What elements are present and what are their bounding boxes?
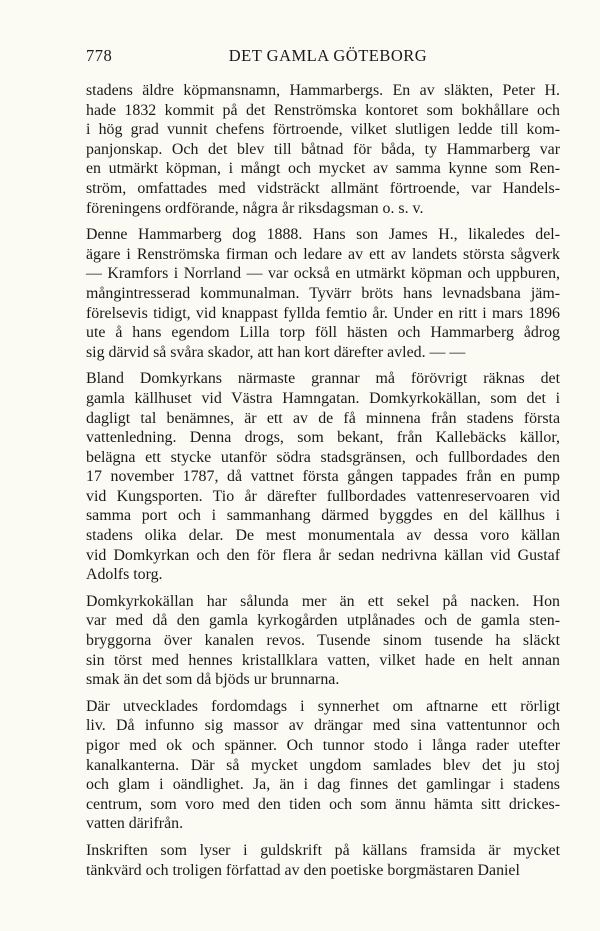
running-title: DET GAMLA GÖTEBORG [228,46,428,65]
page-number: 778 [86,46,113,65]
paragraph [86,225,560,362]
text-line: föreningens ordförande, några år riksdagsman o. s. v. [86,199,424,217]
text-line: dagligt tal benämnes, är ett av de få minnena från stadens första [86,409,560,427]
text-line: bryggorna över kanalen revos. Tusende sinom tusende ha släckt [86,632,560,650]
text-line: Bland Domkyrkans närmaste grannar må förövrigt räknas det [86,370,560,388]
paragraph [86,697,560,834]
text-line: och glam i oändlighet. Ja, än i dag finnes det gamlingar i stadens [86,776,560,794]
text-line: — Kramfors i Norrland — var också en utmärkt köpman och uppburen, [86,265,560,283]
text-line: pigor med ok och spänner. Och tunnor stodo i långa rader utefter [86,737,560,754]
text-line: Denne Hammarberg dog 1888. Hans son James H., likaledes del- [86,226,560,244]
paragraph [86,369,560,585]
paragraph [86,81,560,218]
paragraph [86,841,560,880]
text-line: vid Domkyrkan och den för flera år sedan nedrivna källan vid Gustaf [86,546,560,564]
text-line: tänkvärd och troligen författad av den poetiske borgmästaren Daniel [86,861,520,879]
text-line: hade 1832 kommit på det Renströmska kontoret som bokhållare och [86,101,560,119]
text-line: mångintresserad kommunalman. Tyvärr bröts hans levnadsbana jäm- [86,284,560,302]
text-line: en utmärkt köpman, i mångt och mycket av samma kynne som Ren- [86,160,560,178]
text-line: vid Kungsporten. Tio år därefter fullbordades vattenreservoaren vid [86,487,560,505]
body-text [86,81,560,887]
text-line: ute å hans egendom Lilla torp föll hästen och Hammarberg ådrog [86,324,560,342]
text-line: samma port och i sammanhang därmed byggdes en del källhus i [86,507,560,525]
text-line: Där utvecklades fordomdags i synnerhet om aftnarne ett rörligt [86,697,560,715]
text-line: smak än det som då bjöds ur brunnarna. [86,671,340,689]
text-line: i hög grad vunnit chefens förtroende, vilket slutligen ledde till kom- [86,121,560,139]
text-line: centrum, som voro med den tiden och som ännu hämta sitt drickes- [86,795,560,813]
text-line: gamla källhuset vid Västra Hamngatan. Domkyrkokällan, som det i [86,389,560,407]
text-line: ström, omfattades med vidsträckt allmänt förtroende, var Handels- [86,179,560,197]
text-line: liv. Då infunno sig massor av drängar med sina vattentunnor och [86,717,560,735]
text-line: vattenledning. Denna drogs, som bekant, från Kallebäcks källor, [86,429,560,447]
text-line: ägare i Renströmska firman och ledare av ett av landets största sågverk [86,245,560,263]
text-line: Domkyrkokällan har sålunda mer än ett sekel på nacken. Hon [86,592,560,610]
text-line: sin törst med hennes kristallklara vatten, vilket hade en helt annan [86,651,560,669]
text-line: var med då den gamla kyrkogården utplånades och de gamla sten- [86,612,560,630]
text-line: belägna ett stycke utanför södra stadsgränsen, och fullbordades den [86,448,560,466]
text-line: stadens äldre köpmansnamn, Hammarbergs. En av släkten, Peter H. [86,82,560,99]
text-line: panjonskap. Och det blev till båtnad för båda, ty Hammarberg var [86,140,560,158]
text-line: Adolfs torg. [86,566,163,584]
text-line: vatten därifrån. [86,815,184,833]
text-line: sig därvid så svåra skador, att han kort därefter avled. — — [86,343,466,361]
text-line: stadens olika delar. De mest monumentala av dessa voro källan [86,527,560,545]
text-line: kanalkanterna. Där så mycket ungdom samlades blev det ju stoj [86,756,560,774]
running-header [86,46,560,72]
text-line: Inskriften som lyser i guldskrift på källans framsida är mycket [86,841,560,859]
text-line: förelsevis tidigt, vid knappast fyllda femtio år. Under en ritt i mars 1896 [86,304,560,322]
text-line: 17 november 1787, då vattnet första gången tappades från en pump [86,468,560,486]
paragraph [86,592,560,690]
